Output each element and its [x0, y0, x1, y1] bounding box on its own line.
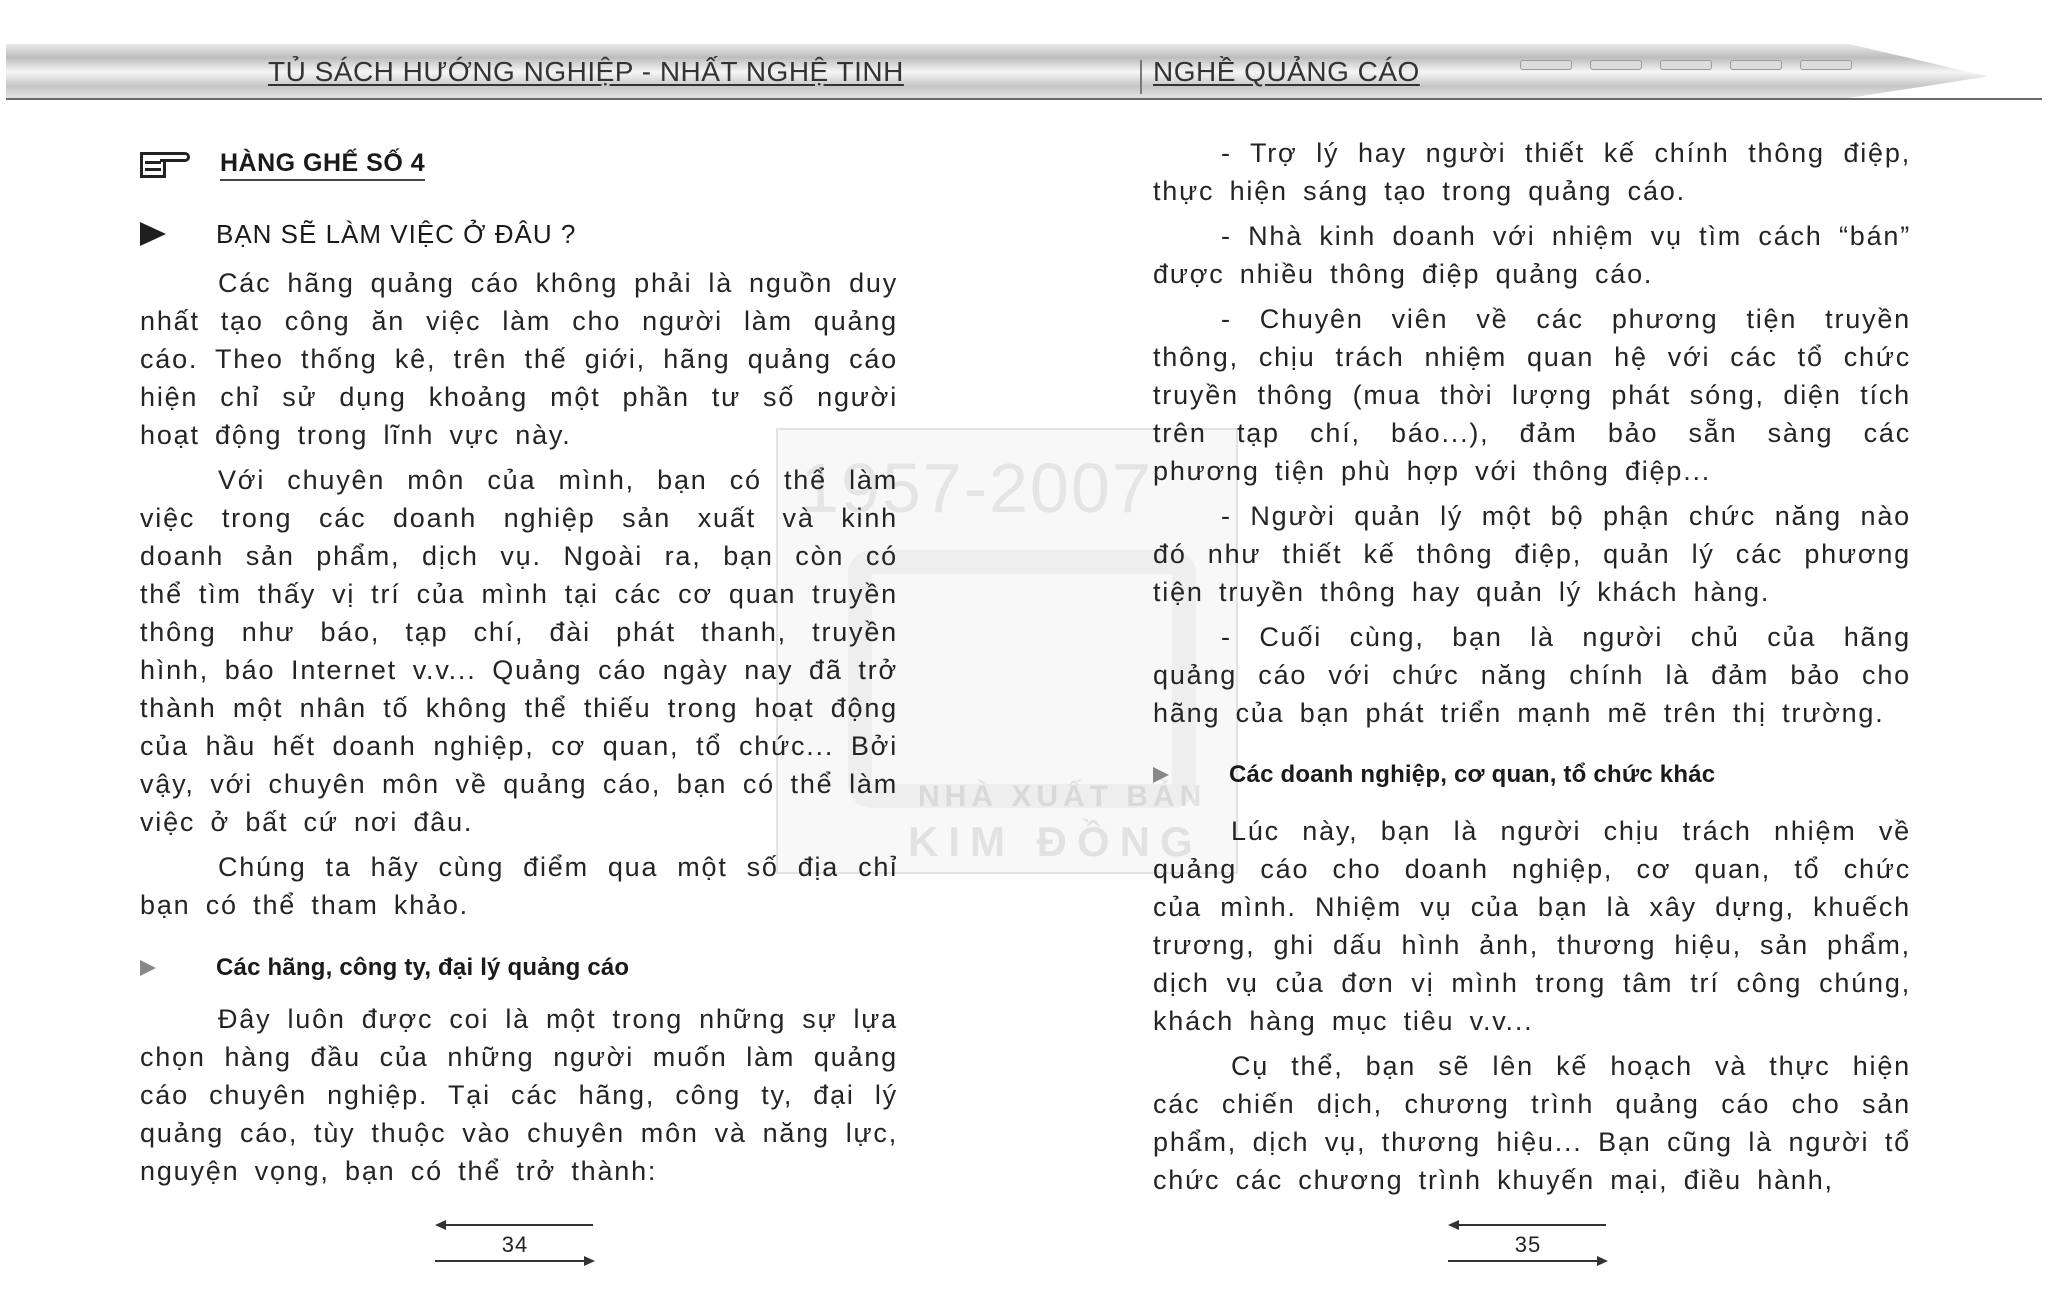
running-header-right: NGHỀ QUẢNG CÁO: [1153, 56, 1420, 87]
page-number-text: 35: [1514, 1232, 1542, 1257]
header-decoration: [1660, 60, 1712, 70]
page-number: [435, 1215, 595, 1275]
watermark-logo-shape: [848, 550, 1196, 808]
section-heading: [1153, 757, 1715, 793]
triangle-bullet-icon: [1153, 767, 1169, 783]
page-number: [1448, 1215, 1608, 1275]
running-header-left: TỦ SÁCH HƯỚNG NGHIỆP - NHẤT NGHỆ TINH: [268, 56, 904, 87]
paragraph: Các hãng quảng cáo không phải là nguồn duy nhất tạo công ăn việc làm cho người làm quảng cáo. Theo thống kê, trên thế giới, hãng quảng cáo hiện chỉ sử dụng khoảng một phần tư số người hoạt động trong lĩnh vực này.: [140, 268, 898, 450]
page-number-text: 34: [501, 1232, 529, 1257]
paragraph: Đây luôn được coi là một trong những sự lựa chọn hàng đầu của những người muốn làm quảng cáo chuyên nghiệp. Tại các hãng, công ty, đại lý quảng cáo, tùy thuộc vào chuyên môn và năng lực, nguyện vọng, bạn có thể trở thành:: [140, 1004, 898, 1186]
triangle-bullet-icon: [140, 960, 156, 976]
arrow-right-icon: [584, 1256, 595, 1266]
watermark-years: 1957-2007: [800, 449, 1153, 527]
chapter-heading: [140, 145, 425, 185]
question-heading: [140, 216, 576, 252]
paragraph: Cụ thể, bạn sẽ lên kế hoạch và thực hiện các chiến dịch, chương trình quảng cáo cho sản phẩm, dịch vụ, thương hiệu... Bạn cũng là người tổ chức các chương trình khuyến mại, điều hành,: [1153, 1051, 1911, 1195]
list-item: - Người quản lý một bộ phận chức năng nào đó như thiết kế thông điệp, quản lý các phương tiện truyền thông hay quản lý khách hàng.: [1153, 501, 1911, 607]
section-heading: [140, 950, 629, 986]
header-rule: [6, 98, 2042, 100]
question-heading-text: BẠN SẼ LÀM VIỆC Ở ĐÂU ?: [216, 218, 577, 249]
paragraph: Với chuyên môn của mình, bạn có thể làm việc trong các doanh nghiệp sản xuất và kinh doanh sản phẩm, dịch vụ. Ngoài ra, bạn còn có thể tìm thấy vị trí của mình tại các cơ quan truyền thông như báo, tạp chí, đài phát thanh, truyền hình, báo Internet v.v... Quảng cáo ngày nay đã trở thành một nhân tố không thể thiếu trong hoạt động của hầu hết doanh nghiệp, cơ quan, tổ chức... Bởi vậy, với chuyên môn về quảng cáo, bạn có thể làm việc ở bất cứ nơi đâu.: [140, 465, 898, 837]
watermark-publisher: NHÀ XUẤT BẢN: [918, 780, 1207, 813]
section-title: Các hãng, công ty, đại lý quảng cáo: [216, 954, 630, 981]
triangle-bullet-icon: [140, 222, 166, 246]
list-item: - Trợ lý hay người thiết kế chính thông điệp, thực hiện sáng tạo trong quảng cáo.: [1153, 138, 1911, 206]
paragraph: Lúc này, bạn là người chịu trách nhiệm về quảng cáo cho doanh nghiệp, cơ quan, tổ chức của mình. Nhiệm vụ của bạn là xây dựng, khuếch trương, ghi dấu hình ảnh, thương hiệu, sản phẩm, dịch vụ của đơn vị mình trong tâm trí công chúng, khách hàng mục tiêu v.v...: [1153, 816, 1911, 1036]
header-decoration: [1800, 60, 1852, 70]
header-decoration: [1730, 60, 1782, 70]
paragraph: Chúng ta hãy cùng điểm qua một số địa chỉ bạn có thể tham khảo.: [140, 852, 898, 920]
list-item: - Cuối cùng, bạn là người chủ của hãng quảng cáo với chức năng chính là đảm bảo cho hãng của bạn phát triển mạnh mẽ trên thị trường.: [1153, 622, 1911, 728]
section-text: [140, 1000, 898, 1190]
header-divider: [1140, 60, 1142, 94]
arrow-right-icon: [1597, 1256, 1608, 1266]
watermark-publisher-name: KIM ĐỒNG: [908, 818, 1203, 865]
list-item: - Chuyên viên về các phương tiện truyền thông, chịu trách nhiệm quan hệ với các tổ chức truyền thông (mua thời lượng phát sóng, diện tích trên tạp chí, báo...), đảm bảo sẵn sàng các phương tiện phù hợp với thông điệp...: [1153, 304, 1911, 486]
section-text: [1153, 812, 1911, 1199]
header-decoration: [1590, 60, 1642, 70]
intro-text: [140, 264, 898, 924]
document-pointer-icon: [140, 150, 192, 180]
chapter-title: HÀNG GHẾ SỐ 4: [220, 149, 425, 181]
list-item: - Nhà kinh doanh với nhiệm vụ tìm cách “bán” được nhiều thông điệp quảng cáo.: [1153, 221, 1911, 289]
role-list: [1153, 134, 1911, 732]
header-decoration: [1520, 60, 1572, 70]
section-title: Các doanh nghiệp, cơ quan, tổ chức khác: [1229, 761, 1716, 788]
